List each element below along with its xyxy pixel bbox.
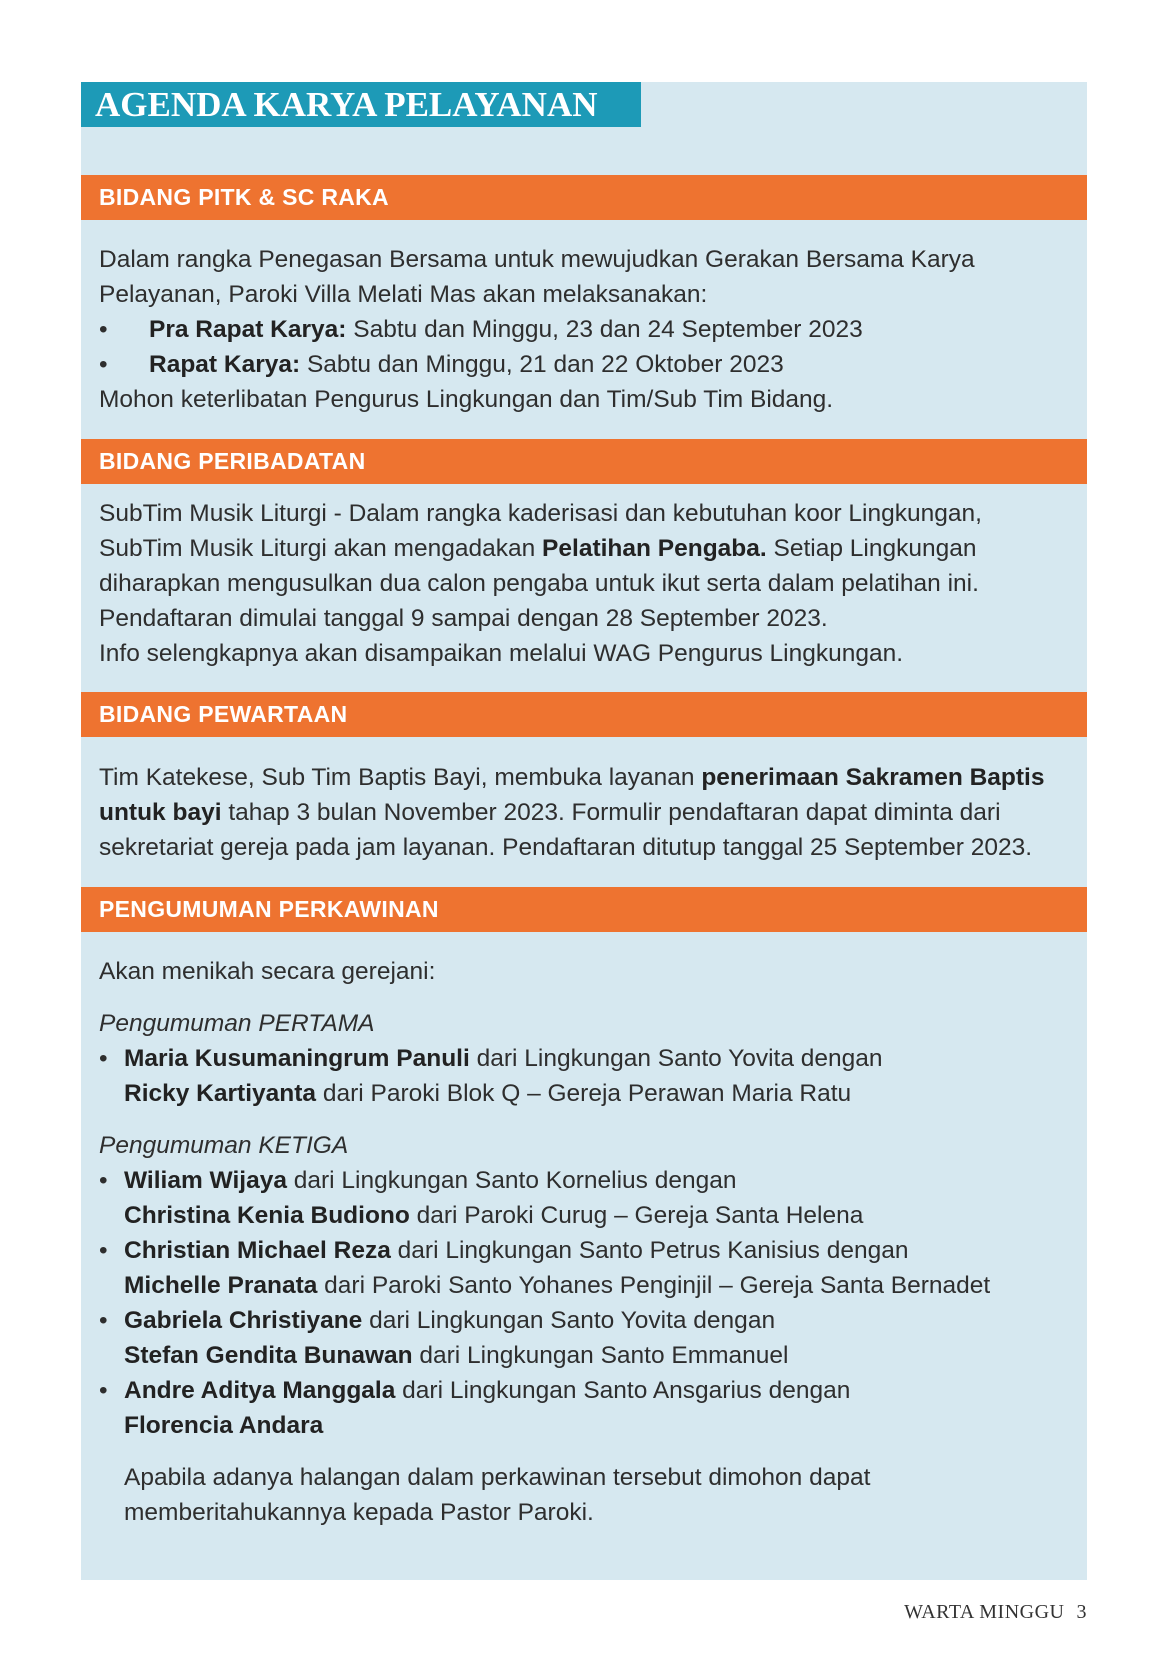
section-body-peribadatan (99, 496, 1089, 671)
list-item (99, 312, 1089, 347)
origin-text: dari Lingkungan Santo Emmanuel (412, 1342, 789, 1369)
announcement-title-ketiga (99, 1128, 1089, 1163)
section-header-peribadatan: BIDANG PERIBADATAN (81, 439, 1087, 484)
perkawinan-notice-line-1: Apabila adanya halangan dalam perkawinan tersebut dimohon dapat (124, 1464, 871, 1491)
list-item (99, 1233, 1089, 1268)
origin-text: dari Paroki Santo Yohanes Penginjil – Gereja Santa Bernadet (317, 1272, 991, 1299)
pewartaan-line-1 (99, 760, 1089, 795)
section-body-pewartaan (99, 760, 1089, 865)
list-item-cont (99, 1408, 1089, 1443)
section-header-perkawinan: PENGUMUMAN PERKAWINAN (81, 887, 1087, 932)
item-text: Sabtu dan Minggu, 23 dan 24 September 2023 (346, 316, 863, 343)
section-header-pitk: BIDANG PITK & SC RAKA (81, 175, 1087, 220)
origin-text: dari Lingkungan Santo Petrus Kanisius dengan (390, 1237, 909, 1264)
list-item-cont (99, 1198, 1089, 1233)
page-footer (904, 1601, 1087, 1624)
person-name: Wiliam Wijaya (124, 1167, 287, 1194)
bullet: • (99, 1307, 108, 1334)
bullet: • (99, 1167, 108, 1194)
page-number: 3 (1076, 1601, 1087, 1623)
person-name: Florencia Andara (124, 1412, 324, 1439)
perkawinan-notice-line-2: memberitahukannya kepada Pastor Paroki. (124, 1499, 594, 1526)
origin-text: dari Lingkungan Santo Yovita dengan (469, 1045, 883, 1072)
person-name: Andre Aditya Manggala (124, 1377, 396, 1404)
section-body-perkawinan (99, 954, 1089, 1530)
origin-text: dari Lingkungan Santo Kornelius dengan (286, 1167, 737, 1194)
text-span: Setiap Lingkungan (766, 535, 977, 562)
announcement-title-pertama (99, 1006, 1089, 1041)
text-span: Tim Katekese, Sub Tim Baptis Bayi, membuka layanan (99, 764, 702, 791)
person-name: Christian Michael Reza (124, 1237, 391, 1264)
list-item-cont (99, 1076, 1089, 1111)
item-label: Rapat Karya: (149, 351, 301, 378)
list-item-cont (99, 1338, 1089, 1373)
perkawinan-intro: Akan menikah secara gerejani: (99, 958, 436, 985)
pitk-intro-line-1: Dalam rangka Penegasan Bersama untuk mewujudkan Gerakan Bersama Karya (99, 246, 975, 273)
peribadatan-line-4: Pendaftaran dimulai tanggal 9 sampai dengan 28 September 2023. (99, 605, 828, 632)
page-title: AGENDA KARYA PELAYANAN (81, 82, 641, 127)
bold-text: Pelatihan Pengaba. (542, 535, 767, 562)
bullet: • (99, 1237, 108, 1264)
peribadatan-line-1: SubTim Musik Liturgi - Dalam rangka kaderisasi dan kebutuhan koor Lingkungan, (99, 500, 982, 527)
peribadatan-line-3: diharapkan mengusulkan dua calon pengaba untuk ikut serta dalam pelatihan ini. (99, 570, 979, 597)
pewartaan-line-2 (99, 795, 1089, 830)
bullet: • (99, 316, 108, 343)
list-item (99, 347, 1089, 382)
bullet: • (99, 351, 108, 378)
publication-name: WARTA MINGGU (904, 1601, 1065, 1623)
list-item (99, 1303, 1089, 1338)
section-body-pitk (99, 242, 1089, 417)
person-name: Michelle Pranata (124, 1272, 318, 1299)
person-name: Ricky Kartiyanta (124, 1080, 317, 1107)
italic-title: Pengumuman KETIGA (99, 1132, 349, 1159)
person-name: Stefan Gendita Bunawan (124, 1342, 413, 1369)
peribadatan-line-2 (99, 531, 1089, 566)
pewartaan-line-3: sekretariat gereja pada jam layanan. Pendaftaran ditutup tanggal 25 September 2023. (99, 834, 1032, 861)
person-name: Maria Kusumaningrum Panuli (124, 1045, 470, 1072)
pitk-intro-line-2: Pelayanan, Paroki Villa Melati Mas akan melaksanakan: (99, 281, 708, 308)
origin-text: dari Paroki Blok Q – Gereja Perawan Maria Ratu (316, 1080, 852, 1107)
person-name: Gabriela Christiyane (124, 1307, 363, 1334)
list-item (99, 1373, 1089, 1408)
list-item-cont (99, 1268, 1089, 1303)
origin-text: dari Lingkungan Santo Ansgarius dengan (395, 1377, 851, 1404)
origin-text: dari Paroki Curug – Gereja Santa Helena (409, 1202, 864, 1229)
bullet: • (99, 1377, 108, 1404)
text-span: tahap 3 bulan November 2023. Formulir pendaftaran dapat diminta dari (221, 799, 1001, 826)
item-text: Sabtu dan Minggu, 21 dan 22 Oktober 2023 (300, 351, 784, 378)
bold-text: untuk bayi (99, 799, 222, 826)
person-name: Christina Kenia Budiono (124, 1202, 410, 1229)
item-label: Pra Rapat Karya: (149, 316, 347, 343)
origin-text: dari Lingkungan Santo Yovita dengan (362, 1307, 776, 1334)
text-span: SubTim Musik Liturgi akan mengadakan (99, 535, 543, 562)
pitk-closing: Mohon keterlibatan Pengurus Lingkungan dan Tim/Sub Tim Bidang. (99, 386, 834, 413)
list-item (99, 1041, 1089, 1076)
bullet: • (99, 1045, 108, 1072)
italic-title: Pengumuman PERTAMA (99, 1010, 375, 1037)
bold-text: penerimaan Sakramen Baptis (701, 764, 1045, 791)
peribadatan-line-5: Info selengkapnya akan disampaikan melalui WAG Pengurus Lingkungan. (99, 640, 904, 667)
section-header-pewartaan: BIDANG PEWARTAAN (81, 692, 1087, 737)
list-item (99, 1163, 1089, 1198)
